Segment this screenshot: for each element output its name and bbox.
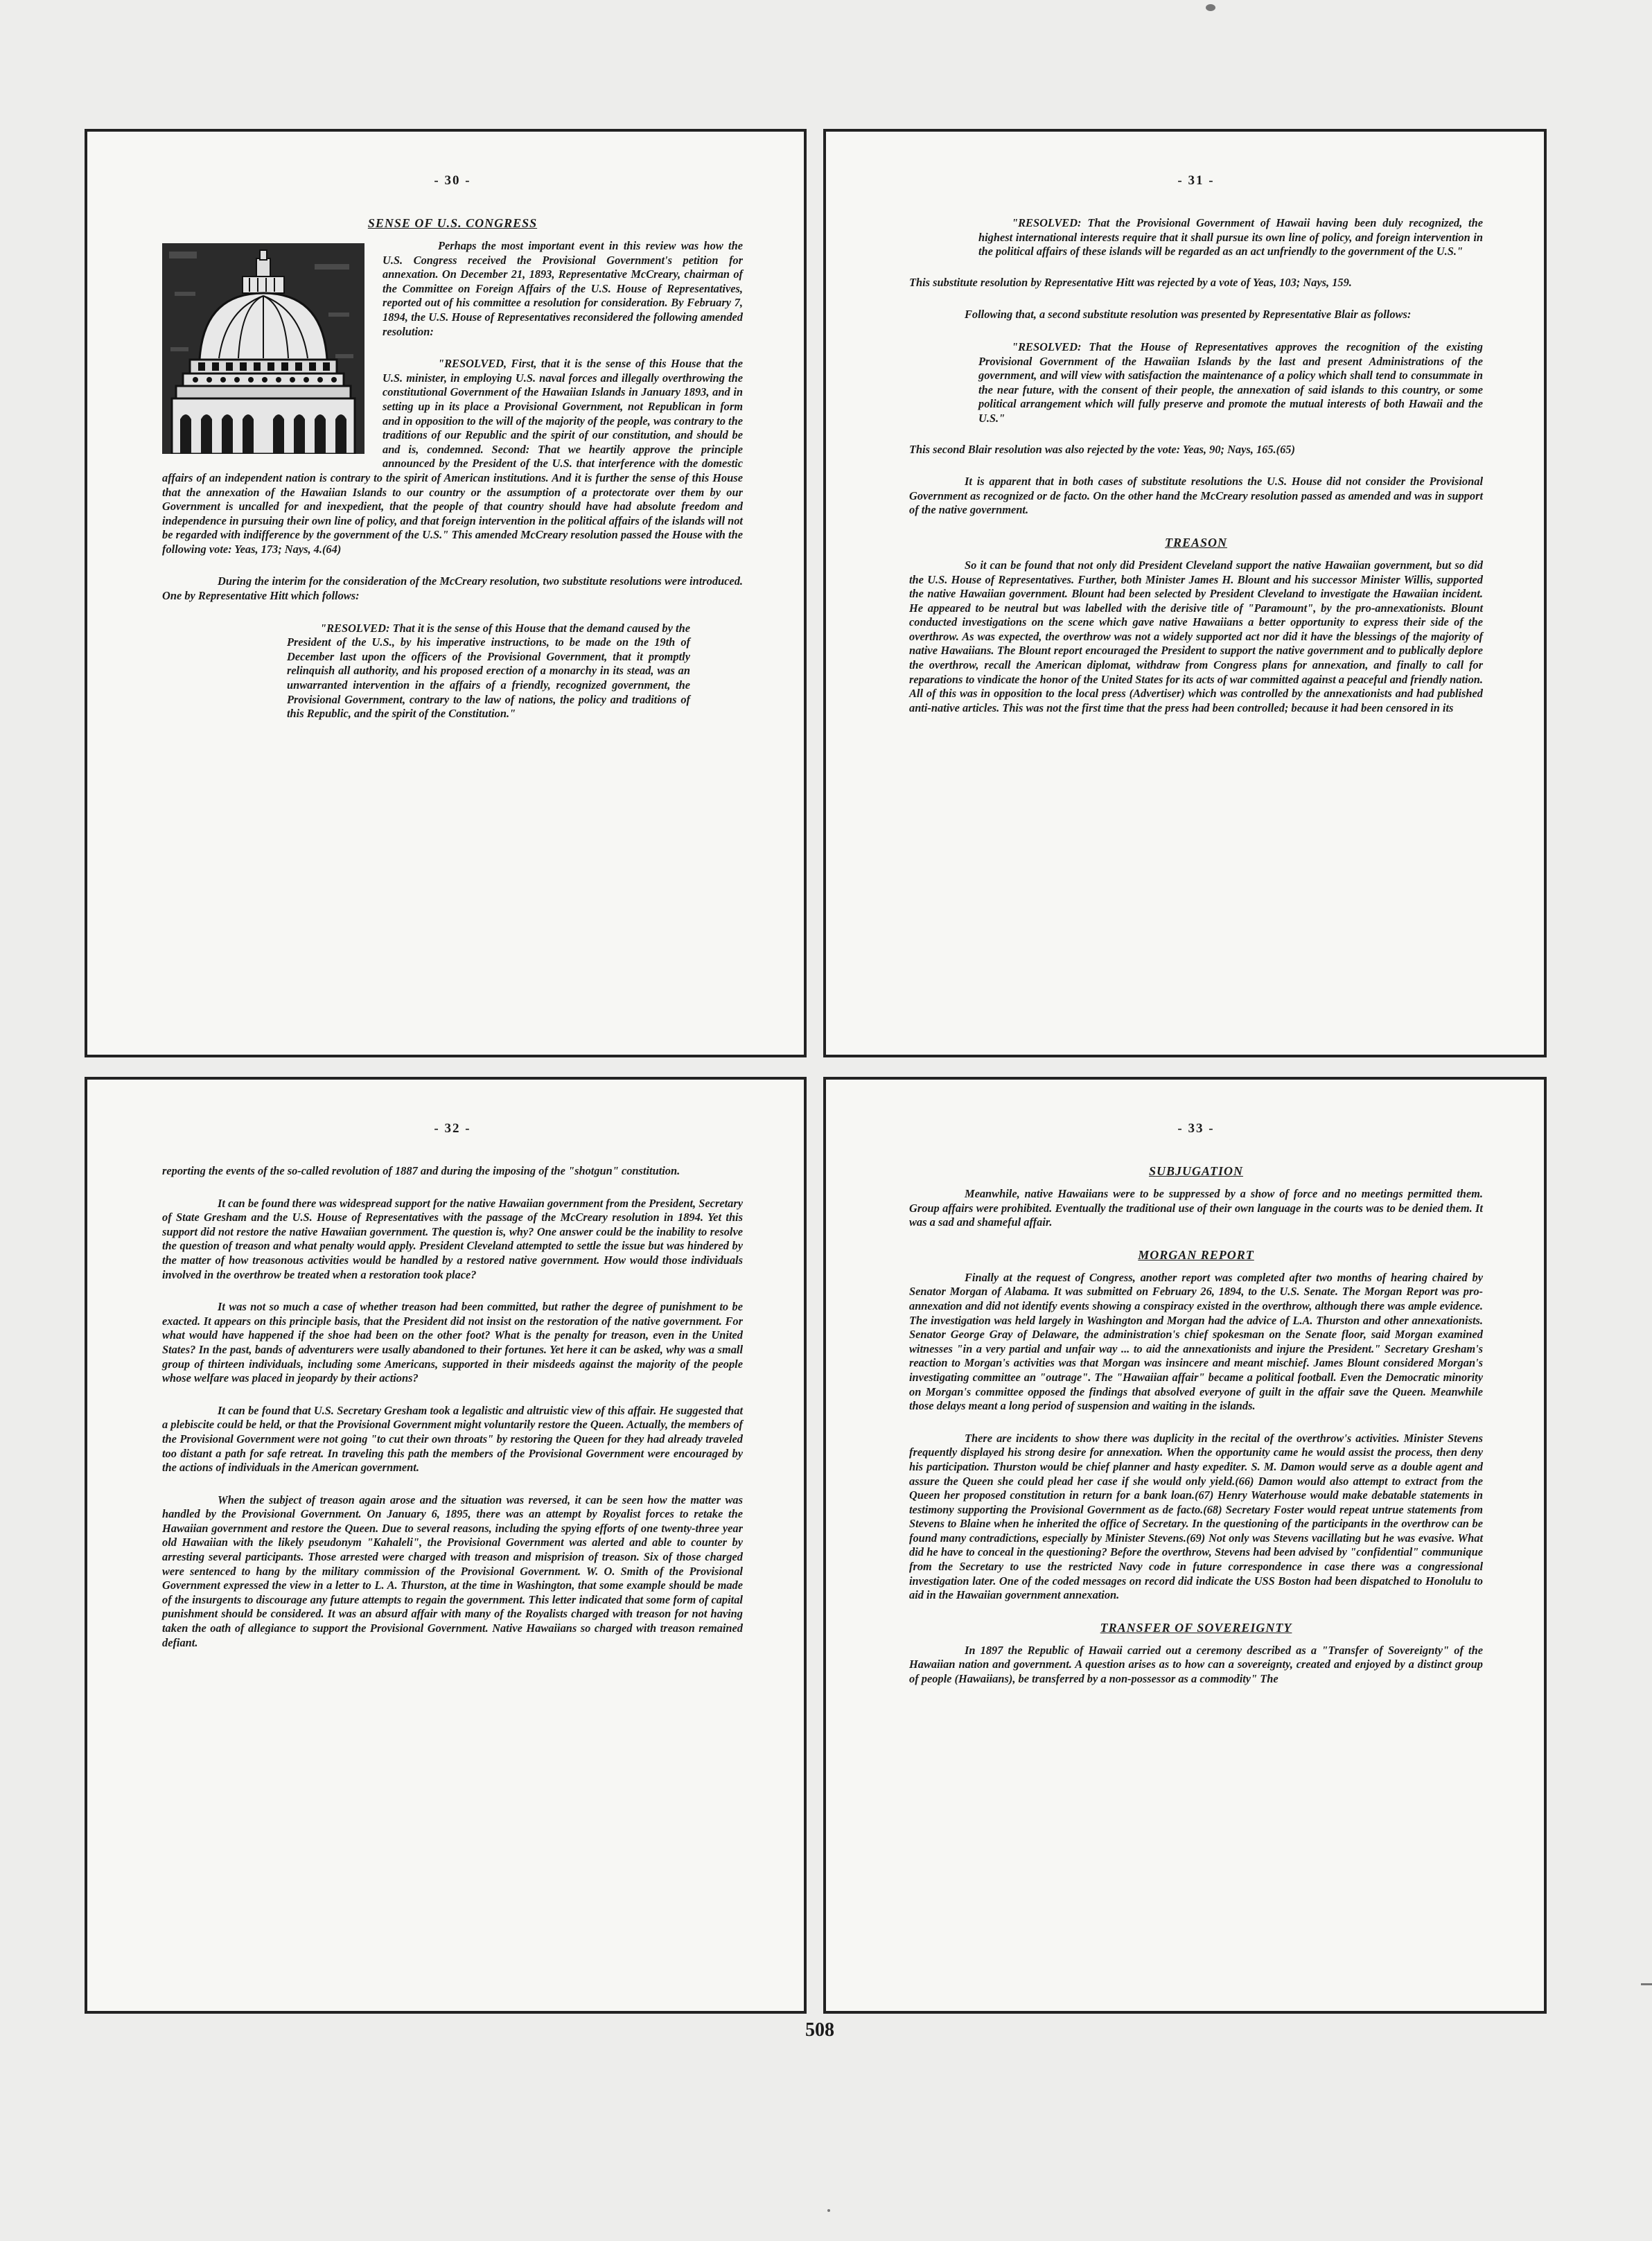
- section-heading: TRANSFER OF SOVEREIGNTY: [1100, 1620, 1292, 1635]
- scan-speck: [1641, 1983, 1652, 1985]
- section-heading: SUBJUGATION: [1148, 1164, 1244, 1178]
- section-heading: MORGAN REPORT: [1138, 1247, 1254, 1262]
- page-number: - 31 -: [1177, 173, 1215, 188]
- paragraph: Finally at the request of Congress, another report was completed after two months of hearing chaired by Senator Morgan of Alabama. It was submitted on February 26, 1894, to the U.S. Senate. The Morgan Report was pro-annexation and did not identify events showing a conspiracy existed in the overthrow, although there was ample evidence. The investigation was held largely in Washington and Morgan had the advice of L.A. Thurston and other annexationists. Senator George Gray of Delaware, the administration's chief spokesman on the Senate floor, said Morgan examined witnesses "in a very partial and unfair way ... to aid the annexationists and injure the President." Secretary Gresham's reaction to Morgan's activities was that Morgan was insincere and meant mischief. James Blount considered Morgan's investigating committee an "outrage". The "Hawaiian affair" became a political football. Even the Democratic minority on Morgan's committee opposed the findings that absolved everyone of guilt in the affair save the Queen. Meanwhile those delays meant a long period of suspension and waiting in the islands.: [909, 1270, 1483, 1413]
- capitol-dome-image: [162, 243, 364, 454]
- paragraph: reporting the events of the so-called revolution of 1887 and during the imposing of the "shotgun" constitution.: [162, 1164, 680, 1177]
- scan-speck: [827, 2209, 830, 2212]
- paragraph: It was not so much a case of whether treason had been committed, but rather the degree of punishment to be exacted. It appears on this principle basis, that the President did not insist on the restoration of the native government. For what would have happened if the shoe had been on the other foot? What is the penalty for treason, even in the United States? In the past, bands of adventurers were usally abandoned to their fortunes. Yet here it can be asked, why was a small group of thirteen individuals, including some Americans, supported in their misdeeds against the majority of the people whose welfare was placed in jeopardy by their actions?: [162, 1300, 743, 1385]
- page-31: [823, 129, 1547, 1057]
- page-30: [85, 129, 807, 1057]
- resolution-quote: "RESOLVED: That the House of Representatives approves the recognition of the existing Provisional Government of the Hawaiian Islands by the last and present Administrations of the government, and will view with satisfaction the maintenance of a policy which shall tend to consummate in the near future, with the consent of their people, the annexation of said islands to this country, or some political arrangement which will fully preserve and promote the mutual interests of both Hawaii and the U.S.": [978, 340, 1483, 425]
- page-number: - 32 -: [434, 1121, 471, 1136]
- capitol-dome-icon: [162, 243, 364, 454]
- paragraph: This substitute resolution by Representative Hitt was rejected by a vote of Yeas, 103; Nays, 159.: [909, 275, 1352, 289]
- paragraph: During the interim for the consideration of the McCreary resolution, two substitute resolutions were introduced. One by Representative Hitt which follows:: [162, 574, 743, 603]
- section-heading: TREASON: [1164, 535, 1228, 550]
- paragraph: It can be found there was widespread support for the native Hawaiian government from the President, Secretary of State Gresham and the U.S. House of Representatives with the passage of the McCreary resolution in 1894. Yet this support did not restore the native Hawaiian government. The question is, why? One answer could be the inability to resolve the question of treason and what penalty would apply. President Cleveland attempted to settle the issue but was hindered by the matter of how treasonous activities would be handled by a restored native government. How would those individuals involved in the overthrow be treated when a restoration took place?: [162, 1196, 743, 1281]
- paragraph: Following that, a second substitute resolution was presented by Representative Blair as follows:: [965, 308, 1412, 322]
- page-footer-number: 508: [805, 2019, 834, 2041]
- scan-speck: [1206, 4, 1215, 11]
- paragraph: So it can be found that not only did President Cleveland support the native Hawaiian government, but so did the U.S. House of Representatives. Further, both Minister James H. Blount and his successor Minister Willis, supported the native Hawaiian government. Blount had been selected by President Cleveland to investigate the Hawaiian incident. He appeared to be neutral but was labelled with the derisive title of "Paramount", by the pro-annexationists. Blount conducted investigations on the scene which gave native Hawaiians a better opportunity to express their side of the overthrow. As was expected, the overthrow was not a widely supported act nor did it have the blessings of the majority of native Hawaiians. The Blount report encouraged the President to support the native government and to publically deplore the overthrow, recall the American diplomat, withdraw from Congress plans for annexation, and finally to call for reparations to vindicate the honor of the United States for its acts of war committed against a peaceful and friendly nation. All of this was in opposition to the local press (Advertiser) which was controlled by the annexationists and had published anti-native articles. This was not the first time that the press had been controlled; because it had been censored in its: [909, 558, 1483, 714]
- resolution-quote: "RESOLVED: That it is the sense of this House that the demand caused by the President of the U.S., by his imperative instructions, to be made on the 19th of December last upon the officers of the Provisional Government, that it promptly relinquish all authority, and his proposed erection of a monarchy in its stead, was an unwarranted intervention in the affairs of a friendly, recognized government, the Provisional Government, contrary to the law of nations, the policy and traditions of this Republic, and the spirit of the Constitution.": [287, 621, 690, 721]
- paragraph: This second Blair resolution was also rejected by the vote: Yeas, 90; Nays, 165.(65): [909, 442, 1295, 456]
- paragraph: In 1897 the Republic of Hawaii carried out a ceremony described as a "Transfer of Sovereignty" of the Hawaiian nation and government. A question arises as to how can a sovereignty, created and enjoyed by a distinct group of people (Hawaiians), be transferred by a non-possessor as a commodity" The: [909, 1643, 1483, 1686]
- paragraph: It is apparent that in both cases of substitute resolutions the U.S. House did not consider the Provisional Government as recognized or de facto. On the other hand the McCreary resolution passed as amended and was in support of the native government.: [909, 475, 1483, 517]
- paragraph: Meanwhile, native Hawaiians were to be suppressed by a show of force and no meetings permitted them. Group affairs were prohibited. Eventually the traditional use of their own language in the courts was to be denied them. It was a sad and shameful affair.: [909, 1187, 1483, 1229]
- page-33: [823, 1077, 1547, 2014]
- section-heading: SENSE OF U.S. CONGRESS: [367, 216, 538, 230]
- paragraph: When the subject of treason again arose and the situation was reversed, it can be seen how the matter was handled by the Provisional Government. On January 6, 1895, there was an attempt by Royalist forces to retake the Hawaiian government and restore the Queen. Due to several reasons, including the spying efforts of one twenty-three year old Hawaiian with the likely pseudonym "Kahaleli", the Provisional Government was alerted and able to counter by arresting several participants. Those arrested were charged with treason and misprision of treason. Six of those charged were sentenced to hang by the military commission of the Provisional Government. W. O. Smith of the Provisional Government expressed the view in a letter to L. A. Thurston, at the time in Washington, that some example should be made of the insurgents to discourage any future attempts to regain the government. This letter indicated that some form of capital punishment should be considered. It was an absurd affair with many of the Royalists charged with treason for not having taken the oath of allegiance to support the Provisional Government. Native Hawaiians so charged with treason remained defiant.: [162, 1493, 743, 1649]
- page-number: - 33 -: [1177, 1121, 1215, 1136]
- resolution-quote: "RESOLVED: That the Provisional Government of Hawaii having been duly recognized, the highest international interests require that it shall pursue its own line of policy, and foreign intervention in the political affairs of these islands will be regarded as an act unfriendly to the government of the U.S.": [978, 216, 1483, 258]
- resolution-quote: "RESOLVED, First, that it is the sense of this House that the U.S. minister, in employing U.S. naval forces and illegally overthrowing the constitutional Government of the Hawaiian Islands in January 1893, and in setting up in its place a Provisional Government, not Republican in form and in opposition to the will of the majority of the people, was contrary to the traditions of our Republic and the spirit of our constitution, and should be and is, condemned. Second: That we heartily approve the principle announced by the President of the U.S. that interference with the domestic affairs of an independent nation is contrary to the spirit of American institutions. And it is further the sense of this House that the annexation of the Hawaiian Islands to our country or the assumption of a protectorate over them by our Government is uncalled for and inexpedient, that the people of that country should have had absolute freedom and independence in pursuing their own line of policy, and that foreign intervention in the political affairs of the islands will not be regarded with indifference by the government of the U.S." This amended McCreary resolution passed the House with the following vote: Yeas, 173; Nays, 4.(64): [162, 357, 743, 556]
- paragraph: It can be found that U.S. Secretary Gresham took a legalistic and altruistic view of this affair. He suggested that a plebiscite could be held, or that the Provisional Government might voluntarily restore the Queen. Actually, the members of the Provisional Government were not going "to cut their own throats" by restoring the Queen for they had already traveled too distant a path for safe retreat. In traveling this path the members of the Provisional Government were encouraged by the actions of individuals in the American government.: [162, 1403, 743, 1475]
- page-32: [85, 1077, 807, 2014]
- page-number: - 30 -: [434, 173, 471, 188]
- paragraph: Perhaps the most important event in this review was how the U.S. Congress received the Provisional Government's petition for annexation. On December 21, 1893, Representative McCreary, chairman of the Committee on Foreign Affairs of the U.S. House of Representatives, reported out of his committee a resolution for consideration. By February 7, 1894, the U.S. House of Representatives reconsidered the following amended resolution:: [383, 239, 743, 338]
- paragraph: There are incidents to show there was duplicity in the recital of the overthrow's activities. Minister Stevens frequently displayed his strong desire for annexation. When the opportunity came he would assist the process, then deny his participation. Thurston would be chief planner and hasty expediter. S. M. Damon would serve as a double agent and assure the Queen she could plead her case if she would only yield.(66) Damon would also attempt to extract from the Queen her proposed constitution in return for a bank loan.(67) Henry Waterhouse would make debatable statements in testimony supporting the Provisional Government as de facto.(68) Secretary Foster would repeat untrue statements from Stevens to Blaine when he inherited the office of Secretary. In the questioning of the participants in the overthrow can be found many contradictions, especially by Minister Stevens.(69) Not only was Stevens vacillating but he was evasive. What did he have to conceal in the questioning? Before the overthrow, Stevens had been advised by "confidential" communique from the Secretary to use the restricted Navy code in future correspondence in case there was a congressional investigation later. One of the coded messages on record did indicate the USS Boston had been dispatched to Honolulu to aid in the Hawaiian government annexation.: [909, 1431, 1483, 1602]
